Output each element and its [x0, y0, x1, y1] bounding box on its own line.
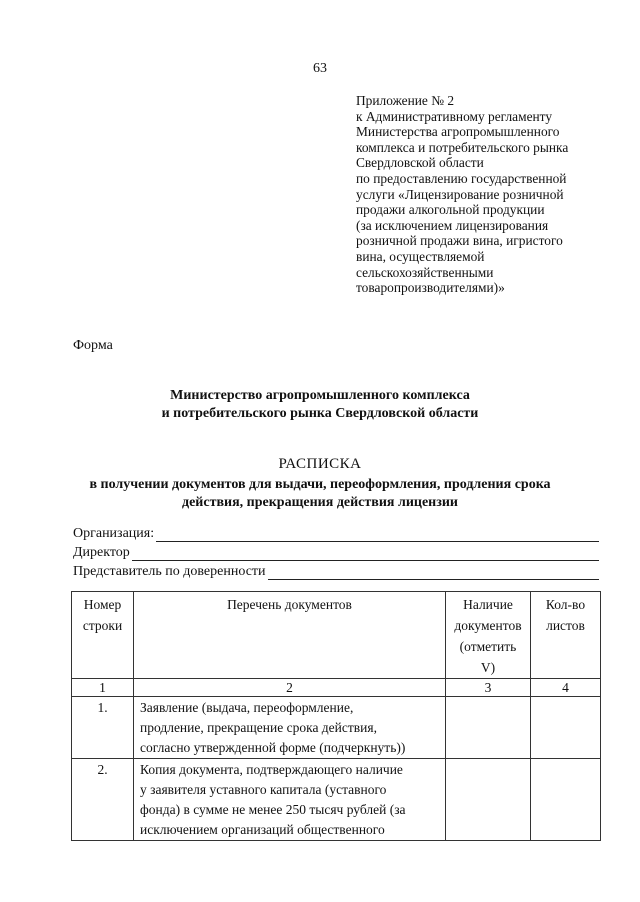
- receipt-title: РАСПИСКА: [278, 456, 362, 472]
- document-line: Копия документа, подтверждающего наличие: [140, 762, 403, 777]
- organization-label: Организация:: [73, 526, 155, 541]
- header-availability: [446, 592, 531, 679]
- appendix-line: сельскохозяйственными: [356, 264, 494, 280]
- availability-cell[interactable]: [446, 697, 531, 759]
- header-list: Перечень документов: [134, 592, 446, 679]
- document-line: продление, прекращение срока действия,: [140, 720, 377, 735]
- header-availability-line: Наличие: [463, 597, 513, 612]
- sheet-count-cell[interactable]: [531, 759, 601, 841]
- appendix-header: [356, 93, 626, 296]
- document-line: фонда) в сумме не менее 250 тысяч рублей (за: [140, 802, 406, 817]
- table-header-row: [72, 592, 601, 679]
- sheet-count-cell[interactable]: [531, 697, 601, 759]
- appendix-line: Свердловской области: [356, 155, 484, 171]
- column-numbers-row: [72, 679, 601, 697]
- availability-cell[interactable]: [446, 759, 531, 841]
- column-number: 2: [134, 679, 446, 697]
- header-availability-line: документов: [454, 618, 522, 633]
- director-label: Директор: [73, 545, 130, 560]
- header-count: [531, 592, 601, 679]
- form-label: Форма: [73, 338, 113, 353]
- appendix-line: комплекса и потребительского рынка: [356, 139, 569, 155]
- appendix-line: (за исключением лицензирования: [356, 217, 549, 233]
- document-description: [134, 697, 446, 759]
- document-line: согласно утвержденной форме (подчеркнуть)): [140, 740, 406, 755]
- documents-table: [71, 591, 601, 841]
- column-number: 4: [531, 679, 601, 697]
- applicant-fields: [73, 523, 599, 580]
- document-description: [134, 759, 446, 841]
- director-line[interactable]: [132, 547, 599, 561]
- row-number: 2.: [72, 759, 134, 841]
- receipt-subtitle-line: в получении документов для выдачи, переоформления, продления срока: [89, 477, 551, 492]
- organization-field[interactable]: [73, 523, 599, 542]
- column-number: 3: [446, 679, 531, 697]
- column-number: 1: [72, 679, 134, 697]
- appendix-line: продажи алкогольной продукции: [356, 202, 545, 218]
- appendix-line: услуги «Лицензирование розничной: [356, 186, 564, 202]
- table-row: [72, 759, 601, 841]
- appendix-line: розничной продажи вина, игристого: [356, 233, 563, 249]
- appendix-line: Министерства агропромышленного: [356, 124, 560, 140]
- page-number: 63: [313, 61, 327, 76]
- table-row: [72, 697, 601, 759]
- header-count-line: Кол-во: [545, 597, 586, 612]
- appendix-line: Приложение № 2: [356, 93, 455, 108]
- director-field[interactable]: [73, 542, 599, 561]
- header-number-line: строки: [82, 618, 123, 633]
- header-number-line: Номер: [83, 597, 122, 612]
- header-number: [72, 592, 134, 679]
- document-line: у заявителя уставного капитала (уставного: [140, 782, 387, 797]
- ministry-line: и потребительского рынка Свердловской области: [161, 406, 479, 421]
- representative-line[interactable]: [268, 566, 599, 580]
- header-availability-line: (отметить: [459, 639, 517, 654]
- representative-field[interactable]: [73, 561, 599, 580]
- header-count-line: листов: [546, 618, 585, 633]
- appendix-line: товаропроизводителями)»: [356, 280, 505, 296]
- appendix-line: по предоставлению государственной: [356, 170, 567, 186]
- header-availability-line: V): [480, 660, 496, 675]
- row-number: 1.: [72, 697, 134, 759]
- receipt-subtitle: [0, 476, 640, 512]
- document-line: исключением организаций общественного: [140, 822, 385, 837]
- appendix-line: вина, осуществляемой: [356, 248, 485, 264]
- representative-label: Представитель по доверенности: [73, 564, 266, 579]
- ministry-heading: [0, 387, 640, 423]
- receipt-subtitle-line: действия, прекращения действия лицензии: [182, 495, 458, 510]
- appendix-line: к Административному регламенту: [356, 108, 553, 124]
- ministry-line: Министерство агропромышленного комплекса: [170, 388, 470, 403]
- document-line: Заявление (выдача, переоформление,: [140, 700, 354, 715]
- organization-line[interactable]: [156, 528, 599, 542]
